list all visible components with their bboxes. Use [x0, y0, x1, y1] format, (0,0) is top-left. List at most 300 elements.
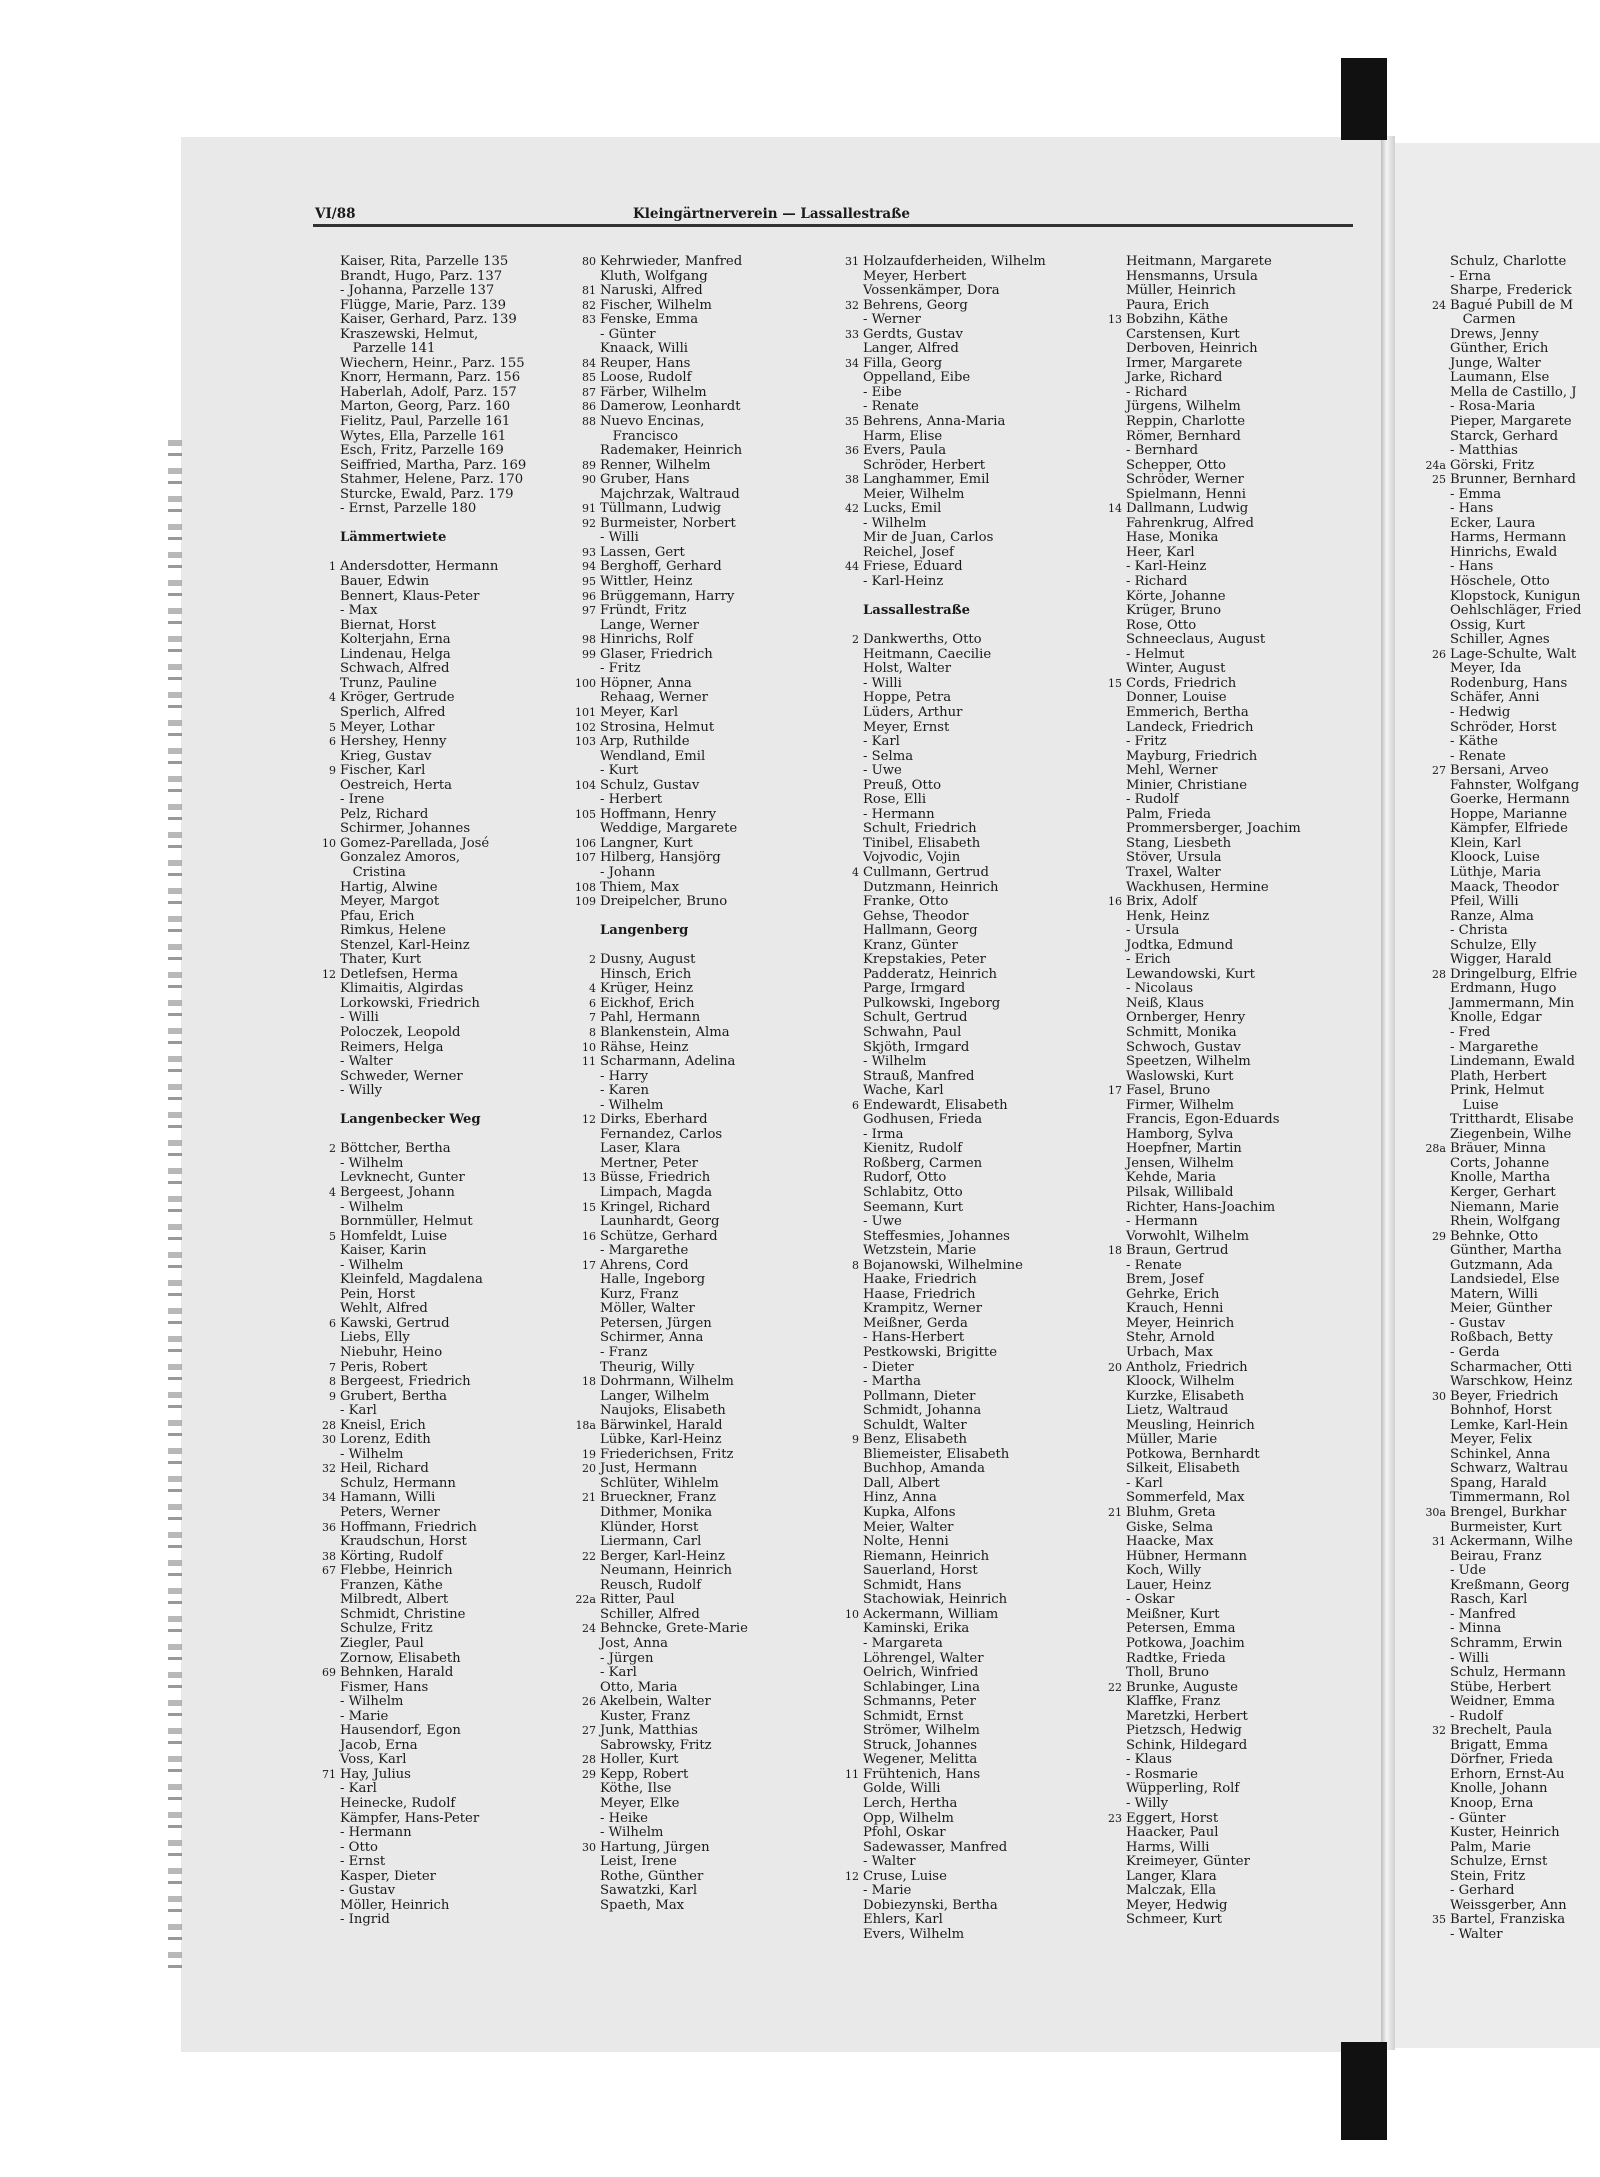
resident-name: Reusch, Rudolf: [600, 1577, 702, 1593]
resident-name: - Emma: [1450, 486, 1502, 502]
resident-entry: [340, 1710, 526, 1725]
resident-entry: [845, 414, 1046, 430]
resident-entry: [1450, 270, 1581, 285]
resident-name: Langner, Kurt: [600, 835, 693, 851]
resident-entry: [600, 1288, 748, 1303]
resident-name: - Martha: [863, 1374, 921, 1390]
house-number: 88: [582, 415, 596, 429]
resident-entry: [1450, 910, 1581, 925]
resident-name: Stehr, Arnold: [1126, 1330, 1215, 1346]
resident-entry: [863, 1724, 1046, 1739]
house-number: 22a: [575, 1593, 596, 1607]
house-number: 108: [575, 880, 596, 894]
resident-entry: [863, 531, 1046, 546]
resident-name: Brueckner, Franz: [600, 1490, 716, 1506]
resident-entry: [1126, 968, 1301, 983]
house-number: 10: [322, 836, 336, 850]
resident-entry: [1126, 1113, 1301, 1128]
resident-entry: [1450, 735, 1581, 750]
resident-name: Maack, Theodor: [1450, 879, 1559, 895]
resident-name: Brunke, Auguste: [1126, 1679, 1238, 1695]
resident-name: Bennert, Klaus-Peter: [340, 588, 480, 604]
resident-name: Urbach, Max: [1126, 1345, 1213, 1361]
resident-name: Zornow, Elisabeth: [340, 1650, 461, 1666]
resident-entry: [852, 864, 1046, 881]
resident-name: Heitmann, Caecilie: [863, 646, 992, 662]
resident-name: - Wilhelm: [600, 1825, 664, 1841]
resident-entry: [575, 734, 748, 750]
resident-name: Schwarz, Waltrau: [1450, 1461, 1569, 1477]
resident-name: Meyer, Herbert: [863, 268, 967, 284]
resident-entry: [1450, 1259, 1581, 1274]
house-number: 26: [1432, 647, 1446, 661]
resident-name: Evers, Wilhelm: [863, 1926, 965, 1942]
resident-entry: [582, 414, 748, 430]
blank-line: [863, 619, 1046, 634]
resident-name: Gonzalez Amoros,: [340, 850, 461, 866]
resident-entry: [863, 1681, 1046, 1696]
resident-name: Opp, Wilhelm: [863, 1810, 954, 1826]
resident-entry: [1450, 1041, 1581, 1056]
resident-name: - Willy: [340, 1083, 383, 1099]
resident-entry: [863, 1812, 1046, 1827]
resident-name: Heinecke, Rudolf: [340, 1795, 456, 1811]
resident-entry: [340, 706, 526, 721]
resident-name: Bartel, Franziska: [1450, 1912, 1566, 1928]
resident-name: Kaiser, Gerhard, Parz. 139: [340, 312, 517, 328]
house-number: 84: [582, 356, 596, 370]
house-number: 20: [582, 1462, 596, 1476]
resident-name: Kienitz, Rudolf: [863, 1141, 963, 1157]
house-number: 82: [582, 298, 596, 312]
resident-name: Kreimeyer, Günter: [1126, 1854, 1250, 1870]
resident-entry: [1126, 721, 1301, 736]
resident-entry: [582, 588, 748, 605]
resident-name: - Hans: [1450, 559, 1494, 575]
resident-entry: [322, 835, 526, 852]
resident-name: Haase, Friedrich: [863, 1286, 976, 1302]
resident-entry: [340, 1055, 526, 1070]
resident-entry: [1126, 735, 1301, 750]
resident-entry: [1450, 1477, 1581, 1492]
resident-name: - Margareta: [863, 1635, 943, 1651]
resident-name: Oelrich, Winfried: [863, 1665, 979, 1681]
resident-name: - Karl: [600, 1665, 637, 1681]
resident-entry: [1108, 1243, 1301, 1259]
house-number: 17: [1108, 1084, 1122, 1098]
resident-name: Wigger, Harald: [1450, 952, 1552, 968]
resident-name: Hershey, Henny: [340, 734, 447, 750]
resident-entry: [863, 1826, 1046, 1841]
resident-name: Paura, Erich: [1126, 297, 1210, 313]
resident-name: Kämpfer, Elfriede: [1450, 821, 1568, 837]
resident-name: Reuper, Hans: [600, 355, 691, 371]
resident-entry: [582, 1199, 748, 1216]
house-number: 91: [582, 502, 596, 516]
resident-name: Renner, Wilhelm: [600, 457, 711, 473]
resident-name: Dreipelcher, Bruno: [600, 894, 728, 910]
resident-name: Günther, Martha: [1450, 1243, 1562, 1259]
resident-name: Gutzmann, Ada: [1450, 1257, 1553, 1273]
resident-name: Kurzke, Elisabeth: [1126, 1388, 1245, 1404]
resident-entry: [1450, 1622, 1581, 1637]
resident-entry: [863, 400, 1046, 415]
resident-name: Glaser, Friedrich: [600, 646, 713, 662]
resident-name: Jarke, Richard: [1126, 370, 1223, 386]
resident-entry: [340, 924, 526, 939]
resident-name: Brüggemann, Harry: [600, 588, 735, 604]
resident-entry: [852, 1257, 1046, 1274]
resident-entry: [1450, 691, 1581, 706]
house-number: 17: [582, 1258, 596, 1272]
resident-entry: [863, 793, 1046, 808]
resident-entry: [582, 457, 748, 474]
resident-entry: [863, 1841, 1046, 1856]
resident-entry: [863, 488, 1046, 503]
resident-name: - Gerhard: [1450, 1883, 1515, 1899]
resident-name: Skjöth, Irmgard: [863, 1039, 970, 1055]
resident-entry: [600, 1899, 748, 1914]
resident-entry: [322, 1417, 526, 1434]
resident-entry: [863, 1739, 1046, 1754]
resident-entry: [863, 706, 1046, 721]
resident-entry: [340, 677, 526, 692]
resident-entry: [1450, 924, 1581, 939]
resident-entry: [1126, 1841, 1301, 1856]
resident-name: Heil, Richard: [340, 1461, 429, 1477]
resident-entry: [1126, 1637, 1301, 1652]
resident-name: - Otto: [340, 1839, 378, 1855]
resident-entry: [1450, 560, 1581, 575]
resident-name: - Hans-Herbert: [863, 1330, 965, 1346]
house-number: 81: [582, 284, 596, 298]
resident-entry: [1425, 1141, 1581, 1157]
resident-entry: [1450, 1361, 1581, 1376]
resident-name: - Rudolf: [1126, 792, 1179, 808]
resident-entry: [329, 690, 526, 706]
resident-entry: [1450, 1448, 1581, 1463]
resident-entry: [575, 806, 748, 823]
resident-name: Kluth, Wolfgang: [600, 268, 708, 284]
house-number: 30a: [1425, 1506, 1446, 1520]
resident-entry: [863, 1302, 1046, 1317]
resident-name: Strosina, Helmut: [600, 719, 715, 735]
resident-name: Limpach, Magda: [600, 1185, 713, 1200]
resident-entry: [1126, 1477, 1301, 1492]
resident-name: Nolte, Henni: [863, 1534, 949, 1550]
resident-name: Harm, Elise: [863, 428, 943, 444]
resident-entry: [863, 1084, 1046, 1099]
house-number: 20: [1108, 1360, 1122, 1374]
resident-entry: [1450, 1928, 1581, 1943]
resident-name: Lüders, Arthur: [863, 704, 963, 720]
resident-name: Krauch, Henni: [1126, 1301, 1224, 1317]
resident-entry: [1450, 488, 1581, 503]
resident-name: Müller, Heinrich: [1126, 283, 1236, 299]
resident-name: Goerke, Hermann: [1450, 792, 1570, 808]
house-number: 33: [845, 327, 859, 341]
page-number: VI/88: [315, 206, 356, 222]
resident-entry: [600, 662, 748, 677]
resident-name: Meyer, Heinrich: [1126, 1315, 1235, 1331]
resident-entry: [863, 1201, 1046, 1216]
resident-name: Höschele, Otto: [1450, 574, 1550, 590]
resident-entry: [863, 1230, 1046, 1245]
resident-name: Schneeclaus, August: [1126, 632, 1266, 648]
resident-name: - Renate: [1126, 1257, 1182, 1273]
resident-name: Schinkel, Anna: [1450, 1446, 1551, 1462]
resident-entry: [863, 1899, 1046, 1914]
resident-name: - Christa: [1450, 923, 1508, 939]
resident-entry: [1450, 1302, 1581, 1317]
resident-name: Hoppe, Petra: [863, 690, 952, 706]
resident-name: Akelbein, Walter: [600, 1694, 711, 1710]
resident-name: Meyer, Ernst: [863, 719, 950, 735]
resident-name: Warschkow, Heinz: [1450, 1374, 1573, 1390]
resident-name: Schmidt, Johanna: [863, 1403, 982, 1419]
resident-entry: [1126, 1652, 1301, 1667]
resident-name: Matern, Willi: [1450, 1286, 1538, 1302]
resident-entry: [1450, 1215, 1581, 1230]
house-number: 8: [329, 1375, 336, 1389]
resident-entry: [845, 326, 1046, 343]
resident-name: Schwach, Alfred: [340, 661, 450, 677]
resident-entry: [582, 1039, 748, 1056]
resident-entry: [1126, 1273, 1301, 1288]
resident-entry: [1450, 881, 1581, 896]
resident-entry: [1450, 1564, 1581, 1579]
resident-entry: [1126, 1710, 1301, 1725]
resident-name: Potkowa, Joachim: [1126, 1635, 1245, 1651]
resident-name: Rothe, Günther: [600, 1868, 704, 1884]
resident-name: Schwahn, Paul: [863, 1024, 962, 1040]
resident-entry: [582, 559, 748, 575]
resident-name: Brem, Josef: [1126, 1272, 1204, 1288]
resident-name: Gehrke, Erich: [1126, 1286, 1220, 1302]
resident-name: Meier, Wilhelm: [863, 486, 965, 502]
resident-name: Pfohl, Oskar: [863, 1825, 946, 1841]
house-number: 32: [1432, 1724, 1446, 1738]
resident-entry: [1126, 1622, 1301, 1637]
resident-name: Holzaufderheiden, Wilhelm: [863, 254, 1046, 269]
resident-name: Haberlah, Adolf, Parz. 157: [340, 384, 517, 400]
resident-name: Winter, August: [1126, 661, 1226, 677]
resident-name: Sauerland, Horst: [863, 1563, 978, 1579]
resident-entry: [1450, 677, 1581, 692]
resident-name: Knoop, Erna: [1450, 1795, 1534, 1811]
resident-name: Haacke, Max: [1126, 1534, 1214, 1550]
resident-entry: [340, 1535, 526, 1550]
resident-name: Esch, Fritz, Parzelle 169: [340, 443, 504, 459]
resident-name: Berger, Karl-Heinz: [600, 1548, 725, 1564]
resident-entry: [845, 297, 1046, 314]
resident-name: - Herbert: [600, 792, 663, 808]
resident-name: Schiller, Agnes: [1450, 632, 1550, 648]
resident-entry: [582, 1752, 748, 1768]
resident-name: Böttcher, Bertha: [340, 1141, 451, 1157]
resident-entry: [582, 515, 748, 532]
resident-name: - Irene: [340, 792, 385, 808]
resident-entry: [1450, 342, 1581, 357]
house-number: 95: [582, 575, 596, 589]
resident-name: - Richard: [1126, 384, 1188, 400]
resident-entry: [600, 444, 748, 459]
resident-name: Behrens, Anna-Maria: [863, 414, 1006, 430]
resident-name: - Ernst: [340, 1854, 386, 1870]
resident-entry: [1126, 706, 1301, 721]
resident-entry: [340, 590, 526, 605]
resident-name: Poloczek, Leopold: [340, 1024, 461, 1040]
resident-name: - Margarethe: [1450, 1039, 1539, 1055]
resident-entry: [1450, 1681, 1581, 1696]
resident-name: Klimaitis, Algirdas: [340, 981, 464, 997]
resident-entry: [863, 808, 1046, 823]
resident-name: Emmerich, Bertha: [1126, 704, 1249, 720]
resident-name: Meißner, Kurt: [1126, 1606, 1220, 1622]
resident-name: Blankenstein, Alma: [600, 1024, 730, 1040]
resident-name: - Käthe: [1450, 734, 1498, 750]
resident-entry: [1450, 750, 1581, 765]
resident-entry: [1126, 1215, 1301, 1230]
resident-entry: [582, 370, 748, 386]
resident-entry: [1450, 619, 1581, 634]
resident-entry: [1126, 793, 1301, 808]
resident-name: Braun, Gertrud: [1126, 1243, 1229, 1259]
resident-name: Kolterjahn, Erna: [340, 632, 451, 648]
resident-entry: [863, 386, 1046, 401]
resident-entry: [340, 357, 526, 372]
resident-name: Antholz, Friedrich: [1126, 1359, 1248, 1375]
resident-entry: [340, 473, 526, 488]
resident-name: - Bernhard: [1126, 443, 1199, 459]
resident-entry: [1450, 1433, 1581, 1448]
resident-entry: [863, 721, 1046, 736]
resident-name: Damerow, Leonhardt: [600, 399, 741, 415]
resident-entry: [845, 501, 1046, 517]
resident-entry: [600, 1070, 748, 1085]
resident-entry: [600, 1302, 748, 1317]
resident-name: Carmen: [1450, 312, 1516, 328]
resident-name: Eickhof, Erich: [600, 995, 695, 1011]
resident-entry: [600, 1782, 748, 1797]
resident-name: - Johann: [600, 864, 656, 880]
resident-name: Lange, Werner: [600, 617, 699, 633]
resident-entry: [340, 575, 526, 590]
house-number: 104: [575, 778, 596, 792]
resident-entry: [322, 1490, 526, 1506]
resident-name: Burmeister, Norbert: [600, 515, 736, 531]
resident-name: - Günter: [600, 326, 656, 342]
resident-entry: [582, 1548, 748, 1565]
resident-entry: [1450, 1884, 1581, 1899]
resident-entry: [340, 851, 526, 866]
house-number: 94: [582, 560, 596, 574]
resident-entry: [863, 371, 1046, 386]
resident-name: Jürgens, Wilhelm: [1126, 399, 1241, 415]
resident-name: - Manfred: [1450, 1606, 1516, 1622]
resident-name: Lewandowski, Kurt: [1126, 966, 1255, 982]
resident-entry: [340, 1579, 526, 1594]
resident-entry: [1126, 1157, 1301, 1172]
resident-name: Donner, Louise: [1126, 690, 1227, 706]
house-number: 89: [582, 458, 596, 472]
resident-name: Kloock, Luise: [1450, 850, 1540, 866]
resident-name: Brengel, Burkhar: [1450, 1505, 1567, 1521]
resident-name: Halle, Ingeborg: [600, 1272, 706, 1288]
resident-name: Wache, Karl: [863, 1083, 944, 1099]
resident-entry: [1450, 1579, 1581, 1594]
resident-name: Kringel, Richard: [600, 1199, 711, 1215]
resident-entry: [863, 1695, 1046, 1710]
resident-entry: [1126, 633, 1301, 648]
resident-entry: [1126, 1099, 1301, 1114]
resident-entry: [1126, 1579, 1301, 1594]
resident-name: Roßberg, Carmen: [863, 1155, 983, 1171]
resident-name: - Irma: [863, 1126, 904, 1142]
resident-entry: [1108, 1810, 1301, 1827]
resident-name: - Ude: [1450, 1563, 1487, 1579]
resident-entry: [1126, 1695, 1301, 1710]
house-number: 35: [1432, 1913, 1446, 1927]
resident-entry: [1450, 502, 1581, 517]
blank-line: [600, 910, 748, 925]
resident-entry: [1450, 517, 1581, 532]
resident-entry: [340, 1157, 526, 1172]
house-number: 14: [1108, 502, 1122, 516]
resident-entry: [863, 997, 1046, 1012]
resident-entry: [1126, 1419, 1301, 1434]
resident-name: Corts, Johanne: [1450, 1155, 1550, 1171]
resident-name: Wehlt, Alfred: [340, 1301, 428, 1317]
resident-name: Knolle, Johann: [1450, 1781, 1548, 1797]
resident-name: Hoffmann, Friedrich: [340, 1519, 477, 1535]
resident-name: Arp, Ruthilde: [600, 734, 690, 750]
resident-entry: [863, 1506, 1046, 1521]
resident-entry: [582, 355, 748, 372]
resident-name: Schult, Gertrud: [863, 1010, 968, 1026]
resident-name: Dörfner, Frieda: [1450, 1752, 1554, 1768]
resident-name: - Minna: [1450, 1621, 1502, 1637]
resident-name: Kurz, Franz: [600, 1286, 679, 1302]
resident-name: Hensmanns, Ursula: [1126, 268, 1258, 284]
resident-name: Meyer, Margot: [340, 894, 440, 910]
resident-name: Schmitt, Monika: [1126, 1024, 1237, 1040]
resident-entry: [1108, 312, 1301, 328]
resident-name: Bersani, Arveo: [1450, 763, 1549, 779]
resident-name: Gomez-Parellada, José: [340, 835, 490, 851]
resident-entry: [340, 371, 526, 386]
resident-name: Naujoks, Elisabeth: [600, 1403, 726, 1419]
resident-entry: [845, 559, 1046, 575]
resident-name: Burmeister, Kurt: [1450, 1519, 1562, 1535]
resident-entry: [600, 1535, 748, 1550]
resident-name: Schirmer, Johannes: [340, 821, 471, 837]
resident-entry: [1450, 1899, 1581, 1914]
resident-name: - Hermann: [863, 806, 935, 822]
resident-entry: [1126, 1331, 1301, 1346]
resident-name: Otto, Maria: [600, 1679, 678, 1695]
resident-entry: [340, 895, 526, 910]
resident-entry: [600, 1331, 748, 1346]
resident-name: Palm, Marie: [1450, 1839, 1531, 1855]
house-number: 9: [329, 1389, 336, 1403]
resident-entry: [1450, 1782, 1581, 1797]
resident-entry: [1126, 299, 1301, 314]
resident-name: - Walter: [863, 1854, 916, 1870]
header-rule: [313, 224, 1353, 227]
resident-name: Peris, Robert: [340, 1359, 428, 1375]
resident-entry: [582, 1621, 748, 1637]
